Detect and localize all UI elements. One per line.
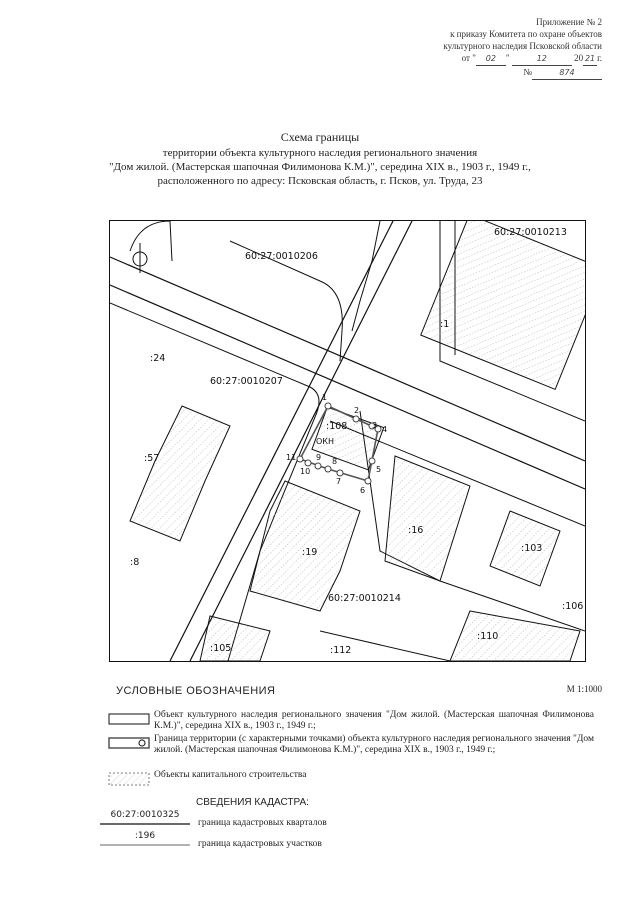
parcel-label-19: :19	[302, 547, 318, 558]
date-month: 12	[512, 53, 572, 66]
date-year: 21	[583, 53, 597, 66]
parcel-label-57: :57	[144, 453, 160, 464]
cadastre-item-quarter	[100, 810, 500, 832]
point-11: 11	[286, 453, 297, 462]
legend-text-boundary: Граница территории (с характерными точками) объекта культурного наследия регионального значения "Дом жилой. (Мастерская шапочная Филимонова К.М.)", середина XIX в., 1903 г., 1949 г.;	[154, 734, 594, 755]
point-8: 8	[332, 457, 338, 466]
legend-item-boundary	[108, 734, 608, 768]
building-16	[385, 456, 470, 581]
document-title	[100, 130, 540, 188]
okn-object-symbol	[108, 712, 150, 726]
building-57	[130, 406, 230, 541]
point-3: 3	[372, 421, 378, 430]
building-105	[200, 616, 270, 661]
point-1: 1	[322, 393, 328, 402]
building-19	[250, 481, 360, 611]
order-number: 874	[532, 67, 602, 80]
parcel-label-24: :24	[150, 353, 166, 364]
parcel-label-106: :106	[562, 601, 584, 612]
map-scale: М 1:1000	[566, 684, 602, 694]
date-day: 02	[476, 53, 506, 66]
title-line1: Схема границы	[280, 130, 360, 144]
title-line2: территории объекта культурного наследия регионального значения	[162, 147, 478, 159]
cadastre-desc-quarter: граница кадастровых кварталов	[198, 818, 327, 828]
survey-marker-icon	[133, 243, 147, 273]
parcel-label-103: :103	[521, 543, 543, 554]
appendix-line2: к приказу Комитета по охране объектов	[450, 29, 602, 39]
building-1	[421, 221, 585, 389]
parcel-label-112: :112	[330, 645, 352, 656]
appendix-header	[372, 16, 602, 80]
quarter-label-0010207: 60:27:0010207	[210, 376, 283, 387]
cadastre-item-parcel	[100, 831, 500, 853]
legend-item-buildings	[108, 770, 608, 788]
point-9: 9	[316, 453, 322, 462]
point-2: 2	[354, 406, 360, 415]
cadastre-header: СВЕДЕНИЯ КАДАСТРА:	[196, 797, 309, 808]
parcel-line-symbol	[100, 843, 190, 847]
quarter-line-symbol	[100, 822, 190, 826]
title-line3: "Дом жилой. (Мастерская шапочная Филимонова К.М.)", середина XIX в., 1903 г., 1949 г.,	[109, 161, 531, 173]
parcel-label-1: :1	[440, 319, 450, 330]
okn-note: ОКН	[316, 437, 334, 446]
legend-text-buildings: Объекты капитального строительства	[154, 770, 307, 780]
parcel-label-108: :108	[326, 421, 348, 432]
quarter-label-0010206: 60:27:0010206	[245, 251, 318, 262]
point-10: 10	[300, 467, 311, 476]
parcel-label-110: :110	[477, 631, 499, 642]
capital-buildings-symbol	[108, 772, 150, 786]
cadastre-code-quarter: 60:27:0010325	[110, 810, 180, 820]
appendix-date: от " 02 " 12 20 21 г.	[372, 52, 602, 66]
appendix-number: № 874	[372, 66, 602, 80]
appendix-line1: Приложение № 2	[536, 17, 602, 27]
building-110	[450, 611, 580, 661]
legend-header: УСЛОВНЫЕ ОБОЗНАЧЕНИЯ	[116, 685, 276, 697]
parcel-label-8: :8	[130, 557, 140, 568]
appendix-line3: культурного наследия Псковской области	[443, 41, 602, 51]
parcel-label-105: :105	[210, 643, 232, 654]
quarter-label-0010213: 60:27:0010213	[494, 227, 567, 238]
point-6: 6	[360, 486, 366, 495]
cadastre-desc-parcel: граница кадастровых участков	[198, 839, 322, 849]
boundary-points-symbol	[108, 736, 150, 750]
point-5: 5	[376, 465, 382, 474]
point-7: 7	[336, 477, 342, 486]
parcel-label-16: :16	[408, 525, 424, 536]
cadastre-code-parcel: :196	[134, 831, 156, 841]
legend-text-okn: Объект культурного наследия регионального значения "Дом жилой. (Мастерская шапочная Филимонова К.М.)", середина XIX в., 1903 г., 1949 г.;	[154, 710, 594, 731]
title-line4: расположенного по адресу: Псковская область, г. Псков, ул. Труда, 23	[157, 175, 483, 187]
point-4: 4	[382, 425, 388, 434]
quarter-label-0010214: 60:27:0010214	[328, 593, 401, 604]
scheme-map	[109, 220, 586, 662]
